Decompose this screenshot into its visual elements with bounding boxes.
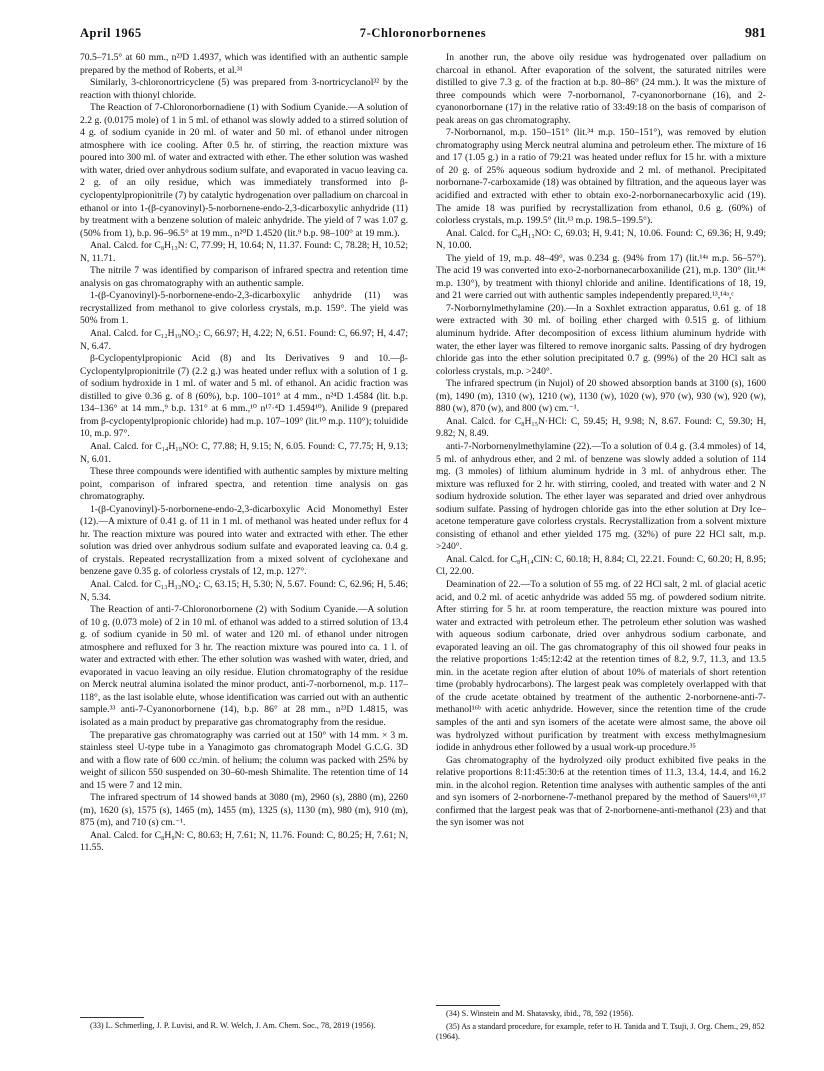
paragraph: 7-Norbornanol, m.p. 150–151° (lit.³⁴ m.p. 150–151°), was removed by elution chromatography using Merck neutral alumina and petroleum ether. The mixture of 16 and 17 (1.05 g.) in a ratio of 79:21 was heated under reflux for 15 hr. with a mixture of 20 g. of 25% aqueous sodium hydroxide and 2 ml. of methanol. Precipitated norbornane-7-carboxamide (18) was obtained by filtration, and the aqueous layer was acidified and extracted with ether to obtain exo-2-norbornanecarboxylic acid (19). The amide 18 was purified by recrystallization from ethanol, 0.6 g. (60%) of colorless crystals, m.p. 199.5° (lit.¹³ m.p. 198.5–199.5°). [436, 127, 766, 227]
paragraph: Anal. Calcd. for C₈H₁₃N: C, 77.99; H, 10.64; N, 11.37. Found: C, 78.28; H, 10.52; N, 11.71. [80, 240, 408, 264]
paragraph: Anal. Calcd. for C₈H₉N: C, 80.63; H, 7.61; N, 11.76. Found: C, 80.25; H, 7.61; N, 11.55. [80, 829, 408, 854]
paragraph: Anal. Calcd. for C₁₃H₁₃NO₄: C, 63.15; H, 5.30; N, 5.67. Found: C, 62.96; H, 5.46; N, 5.34. [80, 578, 408, 603]
paragraph: The yield of 19, m.p. 48–49°, was 0.234 g. (94% from 17) (lit.¹⁴ᵃ m.p. 56–57°). The acid 19 was converted into exo-2-norbornanecarboxanilide (21), m.p. 130° (lit.¹⁴ᶜ m.p. 130°), by treatment with thionyl chloride and aniline. Identifications of 18, 19, and 21 were carried out with authentic samples independently prepared.¹³,¹⁴ᵃ,ᶜ [436, 252, 766, 302]
paragraph: Anal. Calcd. for C₁₄H₁₉NO: C, 77.88; H, 9.15; N, 6.05. Found: C, 77.75; H, 9.13; N, 6.01. [80, 440, 408, 465]
paragraph: β-Cyclopentylpropionic Acid (8) and Its Derivatives 9 and 10.—β-Cyclopentylpropionitrile (7) (2.2 g.) was heated under reflux with a solution of 1 g. of sodium hydroxide in 1 ml. of water and 5 ml. of ethanol. An acidic fraction was distilled to give 0.36 g. of 8 (60%), b.p. 100–101° at 4 mm., n²⁴D 1.4584 (lit. b.p. 134–136° at 14 mm.,⁹ b.p. 131° at 6 mm.,¹⁰ n¹⁷·⁴D 1.4594¹⁰). Anilide 9 (prepared from β-cyclopentylpropionic chloride) had m.p. 107–109° (lit.¹⁰ m.p. 110°); toluidide 10, m.p. 97°. [80, 353, 408, 440]
paragraph: 7-Norbornylmethylamine (20).—In a Soxhlet extraction apparatus, 0.61 g. of 18 were extracted with 30 ml. of boiling ether charged with 0.515 g. of lithium aluminum hydride. After decomposition of excess lithium aluminum hydride with water, the ether layer was filtered to remove inorganic salts. Passing of dry hydrogen chloride gas into the ether solution precipitated 0.7 g. (99%) of the 20 HCl salt as colorless crystals, m.p. >240°. [436, 302, 766, 377]
header-title: 7-Chloronorbornenes [359, 26, 487, 40]
running-header [80, 26, 766, 44]
paragraph: Deamination of 22.—To a solution of 55 mg. of 22 HCl salt, 2 ml. of glacial acetic acid, and 0.2 ml. of acetic anhydride was added 55 mg. of powdered sodium nitrite. After stirring for 5 hr. at room temperature, the reaction mixture was poured into water and extracted with petroleum ether. The petroleum ether solution was washed with aqueous sodium carbonate, dried over anhydrous sodium carbonate, and evaporated leaving an oil. The gas chromatography of this oil showed four peaks in the relative proportions 1:45:12:42 at the retention times of 8.2, 9.7, 11.3, and 13.5 min. in the acetate region after elution of about 10% of materials of short retention time (probably hydrocarbons). The largest peak was completely overlapped with that of the crude acetate obtained by treatment of the authentic 2-norbornene-anti-7-methanol¹⁶ᵇ with acetic anhydride. However, since the retention time of the crude samples of the anti and syn isomers of the acetate were almost same, the above oil was hydrolyzed without purification by treatment with excess methylmagnesium iodide in anhydrous ether followed by a usual work-up procedure.³⁵ [436, 578, 766, 754]
paragraph: Anal. Calcd. for C₈H₁₄ClN: C, 60.18; H, 8.84; Cl, 22.21. Found: C, 60.20; H, 8.95; Cl, 22.00. [436, 553, 766, 578]
paragraph: The preparative gas chromatography was carried out at 150° with 14 mm. × 3 m. stainless steel U-type tube in a Yanagimoto gas chromatograph Model G.C.G. 3D and with a flow rate of 600 cc./min. of helium; the column was packed with 25% by weight of silicon 550 suspended on 30–60-mesh Shimalite. The retention time of 14 and 15 were 7 and 12 min. [80, 729, 408, 791]
paragraph: The Reaction of 7-Chloronorbornadiene (1) with Sodium Cyanide.—A solution of 2.2 g. (0.0175 mole) of 1 in 5 ml. of ethanol was slowly added to a stirred solution of 4 g. of sodium cyanide in 20 ml. of water and 50 ml. of ethanol under nitrogen atmosphere with ice cooling. After 0.5 hr. of stirring, the reaction mixture was poured into 300 ml. of water and extracted with ether. The ether solution was washed with water, dried over anhydrous sodium sulfate, and evaporated in vacuo leaving ca. 2 g. of an oily residue, which was immediately transformed into β-cyclopentylpropionitrile (7) by catalytic hydrogenation over palladium on charcoal in ethanol or into 1-(β-cyanovinyl)-5-norbornene-endo-2,3-dicarboxylic anhydride (11) by treatment with a benzene solution of maleic anhydride. The yield of 7 was 1.07 g. (50% from 1), b.p. 96–96.5° at 19 mm., n²⁰D 1.4520 (lit.⁹ b.p. 98–100° at 19 mm.). [80, 102, 408, 239]
right-column [436, 52, 766, 830]
page-number: 981 [745, 26, 766, 41]
footnote-rule-left [80, 1017, 144, 1018]
header-date: April 1965 [80, 26, 142, 40]
footnotes-right [436, 1009, 766, 1045]
paragraph: Anal. Calcd. for C₈H₁₃NO: C, 69.03; H, 9.41; N, 10.06. Found: C, 69.36; H, 9.49; N, 10.00. [436, 227, 766, 252]
paragraph: The Reaction of anti-7-Chloronorbornene (2) with Sodium Cyanide.—A solution of 10 g. (0.073 mole) of 2 in 10 ml. of ethanol was added to a stirred solution of 13.4 g. of sodium cyanide in 50 ml. of water and 120 ml. of ethanol under nitrogen atmosphere and refluxed for 3 hr. The reaction mixture was poured into ca. 1 l. of water and extracted with ether. The ether solution was washed with water, dried, and evaporated in vacuo leaving an oily residue. Elution chromatography of the residue on Merck neutral alumina isolated the minor product, anti-7-norbornenol, m.p. 117–118°, as the last isolable elute, whose identification was carried out with an authentic sample.³³ anti-7-Cyanonorbornene (14), b.p. 86° at 28 mm., n²³D 1.4815, was isolated as a main product by preparative gas chromatography from the residue. [80, 604, 408, 728]
footnote: (35) As a standard procedure, for example, refer to H. Tanida and T. Tsuji, J. Org. Chem., 29, 852 (1964). [436, 1021, 765, 1041]
paragraph: 1-(β-Cyanovinyl)-5-norbornene-endo-2,3-dicarboxylic Acid Monomethyl Ester (12).—A mixture of 0.41 g. of 11 in 1 ml. of methanol was heated under reflux for 4 hr. The reaction mixture was poured into water and extracted with ether. The ether solution was dried over anhydrous sodium sulfate and evaporated leaving ca. 0.4 g. of crystals. Repeated recrystallization from a mixed solvent of cyclohexane and benzene gave 0.35 g. of colorless crystals of 12, m.p. 127°. [80, 503, 408, 578]
footnote-rule-right [436, 1005, 500, 1006]
paragraph: These three compounds were identified with authentic samples by mixture melting point, comparison of infrared spectra, and retention time analysis on gas chromatography. [80, 466, 408, 503]
paragraph: 70.5–71.5° at 60 mm., n²³D 1.4937, which was identified with an authentic sample prepared by the method of Roberts, et al.³¹ [80, 52, 408, 76]
footnote: (33) L. Schmerling, J. P. Luvisi, and R. W. Welch, J. Am. Chem. Soc., 78, 2819 (1956). [90, 1021, 376, 1030]
paragraph: In another run, the above oily residue was hydrogenated over palladium on charcoal in ethanol. After evaporation of the solvent, the saturated nitriles were distilled to give 7.3 g. of the fraction at b.p. 80–86° (24 mm.). It was the mixture of three compounds which were 7-norbornanol, 7-cyanonorbornane (16), and 2-cyanonorbornane (17) in the relative ratio of 33:49:18 on the basis of comparison of peak areas on gas chromatography. [436, 52, 766, 126]
paragraph: Anal. Calcd. for C₁₂H₁₉NO₃: C, 66.97; H, 4.22; N, 6.51. Found: C, 66.97; H, 4.47; N, 6.47. [80, 328, 408, 352]
footnotes-left [80, 1021, 408, 1034]
paragraph: anti-7-Norbornenylmethylamine (22).—To a solution of 0.4 g. (3.4 mmoles) of 14, 5 ml. of anhydrous ether, and 2 ml. of benzene was slowly added a solution of 114 mg. (3 mmoles) of lithium aluminum hydride in 3 ml. of anhydrous ether. The mixture was refluxed for 2 hr. with stirring, cooled, and treated with water and 2 N sodium hydroxide solution. The ether layer was separated and dried over anhydrous sodium sulfate. Passing of hydrogen chloride gas into the ether solution at Dry Ice–acetone temperature gave colorless crystals. Recrystallization from a solvent mixture consisting of ethanol and ether yielded 175 mg. (32%) of pure 22 HCl salt, m.p. >240°. [436, 440, 766, 553]
paragraph: Similarly, 3-chloronortricyclene (5) was prepared from 3-nortricyclanol³² by the reaction with thionyl chloride. [80, 77, 408, 101]
paragraph: 1-(β-Cyanovinyl)-5-norbornene-endo-2,3-dicarboxylic anhydride (11) was recrystallized from methanol to give colorless crystals, m.p. 159°. The yield was 50% from 1. [80, 290, 408, 327]
footnote: (34) S. Winstein and M. Shatavsky, ibid., 78, 592 (1956). [446, 1009, 634, 1018]
paragraph: The infrared spectrum of 14 showed bands at 3080 (m), 2960 (s), 2880 (m), 2260 (m), 1620 (s), 1575 (s), 1465 (m), 1455 (m), 1325 (s), 1130 (m), 980 (m), 910 (m), 875 (m), and 710 (s) cm.⁻¹. [80, 792, 408, 829]
paragraph: The infrared spectrum (in Nujol) of 20 showed absorption bands at 3100 (s), 1600 (m), 1490 (m), 1310 (w), 1210 (w), 1130 (w), 1020 (w), 970 (w), 930 (w), 920 (w), 880 (w), 870 (w), and 800 (w) cm.⁻¹. [436, 378, 766, 415]
left-column [80, 52, 408, 855]
paragraph: Gas chromatography of the hydrolyzed oily product exhibited five peaks in the relative proportions 8:11:45:30:6 at the retention times of 11.3, 13.4, 14.4, and 16.2 min. in the alcohol region. Retention time analyses with authentic samples of the anti and syn isomers of 2-norbornene-7-methanol prepared by the method of Sauers¹⁶ᵇ,¹⁷ confirmed that the largest peak was that of 2-norbornene-anti-methanol (23) and that the syn isomer was not [436, 754, 766, 829]
paragraph: The nitrile 7 was identified by comparison of infrared spectra and retention time analysis on gas chromatography with an authentic sample. [80, 265, 408, 289]
paragraph: Anal. Calcd. for C₈H₁₅N·HCl: C, 59.45; H, 9.98; N, 8.67. Found: C, 59.30; H, 9.82; N, 8.49. [436, 415, 766, 440]
